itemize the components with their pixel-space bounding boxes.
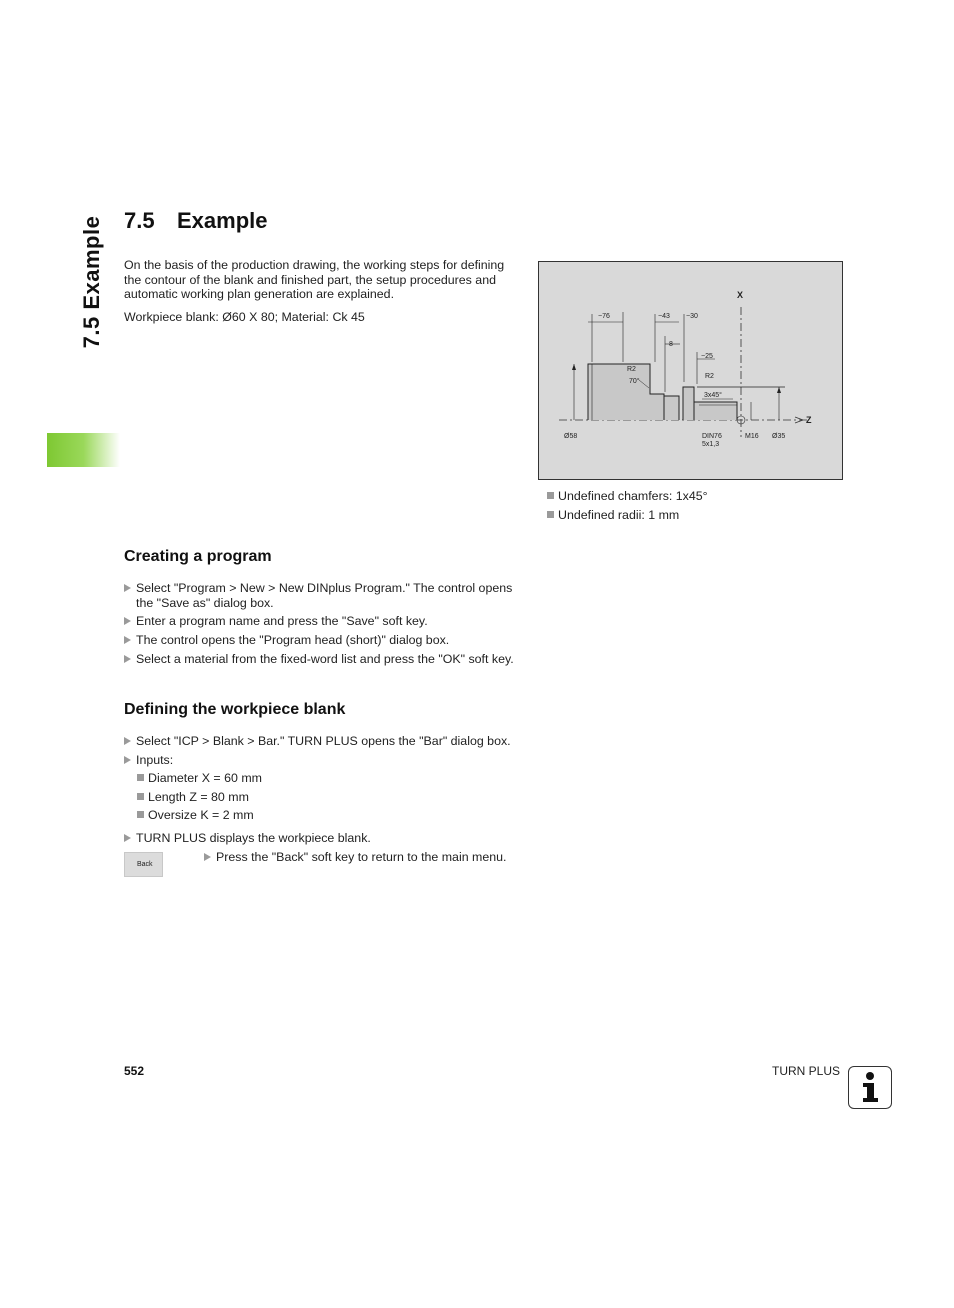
square-bullet-icon xyxy=(137,774,144,781)
note-item xyxy=(547,508,679,523)
x-axis-label: X xyxy=(737,290,744,300)
label-din76-size: 5x1,3 xyxy=(702,441,720,448)
triangle-bullet-icon xyxy=(124,655,131,663)
dim-76: −76 xyxy=(598,313,610,320)
step-item xyxy=(124,753,524,768)
dim-43: −43 xyxy=(658,313,670,320)
square-bullet-icon xyxy=(137,811,144,818)
step-item xyxy=(124,614,524,629)
square-bullet-icon xyxy=(137,793,144,800)
triangle-bullet-icon xyxy=(124,636,131,644)
label-70-deg: 70° xyxy=(629,378,640,385)
info-icon-glyph xyxy=(849,1067,890,1107)
label-dia-35: Ø35 xyxy=(772,433,786,440)
dim-25: −25 xyxy=(701,353,713,360)
side-chapter-title-text: 7.5 Example xyxy=(79,215,104,349)
production-drawing xyxy=(538,261,843,480)
note-text: Undefined radii: 1 mm xyxy=(558,508,680,522)
triangle-bullet-icon xyxy=(124,584,131,592)
input-item xyxy=(137,771,262,786)
step-item xyxy=(124,831,524,846)
step-item xyxy=(124,734,524,749)
square-bullet-icon xyxy=(547,492,554,499)
triangle-bullet-icon xyxy=(204,853,211,861)
footer-label: TURN PLUS xyxy=(772,1064,841,1078)
triangle-bullet-icon xyxy=(124,834,131,842)
part-step xyxy=(683,387,694,420)
step-item xyxy=(204,850,534,865)
note-text: Undefined chamfers: 1x45° xyxy=(558,489,708,503)
workpiece-blank-line: Workpiece blank: Ø60 X 80; Material: Ck 45 xyxy=(124,310,365,324)
step-text: TURN PLUS displays the workpiece blank. xyxy=(136,831,371,845)
step-text: Select "ICP > Blank > Bar." TURN PLUS opens the "Bar" dialog box. xyxy=(136,734,511,748)
label-m16: M16 xyxy=(745,433,759,440)
dim-30: −30 xyxy=(686,313,698,320)
label-r2-b: R2 xyxy=(705,373,714,380)
input-item xyxy=(137,808,254,823)
step-text: Enter a program name and press the "Save" soft key. xyxy=(136,614,428,628)
heading-creating-program: Creating a program xyxy=(124,548,272,565)
step-item xyxy=(124,581,524,610)
triangle-bullet-icon xyxy=(124,737,131,745)
step-item xyxy=(124,633,524,648)
z-axis-label: Z xyxy=(806,415,812,425)
back-softkey-button[interactable] xyxy=(124,852,163,877)
square-bullet-icon xyxy=(547,511,554,518)
step-text: Press the "Back" soft key to return to the main menu. xyxy=(216,850,507,864)
label-din76: DIN76 xyxy=(702,433,722,440)
input-text: Diameter X = 60 mm xyxy=(148,771,262,785)
step-text: Inputs: xyxy=(136,753,174,767)
chapter-tab-marker xyxy=(47,433,120,467)
input-text: Oversize K = 2 mm xyxy=(148,808,254,822)
production-drawing-svg xyxy=(539,262,842,479)
back-softkey-label: Back xyxy=(137,861,153,868)
dim-8: 8 xyxy=(669,341,673,348)
heading-defining-blank: Defining the workpiece blank xyxy=(124,701,346,718)
input-item xyxy=(137,790,249,805)
page-number: 552 xyxy=(124,1064,145,1078)
part-neck xyxy=(664,396,679,420)
intro-paragraph: On the basis of the production drawing, the working steps for defining the contour of the blank and finished part, the setup procedures and automatic working plan generation are explained. xyxy=(124,258,505,302)
triangle-bullet-icon xyxy=(124,617,131,625)
step-item xyxy=(124,652,524,667)
step-text: Select a material from the fixed-word list and press the "OK" soft key. xyxy=(136,652,514,666)
label-r2-a: R2 xyxy=(627,366,636,373)
section-title: Example xyxy=(177,208,268,233)
label-chamfer-3x45: 3x45° xyxy=(704,392,722,399)
note-item xyxy=(547,489,708,504)
part-body-large xyxy=(588,364,664,420)
info-icon xyxy=(848,1066,892,1109)
section-number: 7.5 xyxy=(124,208,155,233)
step-text: Select "Program > New > New DINplus Program." The control opens the "Save as" dialog box. xyxy=(136,581,513,610)
side-chapter-title xyxy=(62,212,122,352)
input-text: Length Z = 80 mm xyxy=(148,790,249,804)
label-dia-58: Ø58 xyxy=(564,433,578,440)
triangle-bullet-icon xyxy=(124,756,131,764)
step-text: The control opens the "Program head (short)" dialog box. xyxy=(136,633,450,647)
